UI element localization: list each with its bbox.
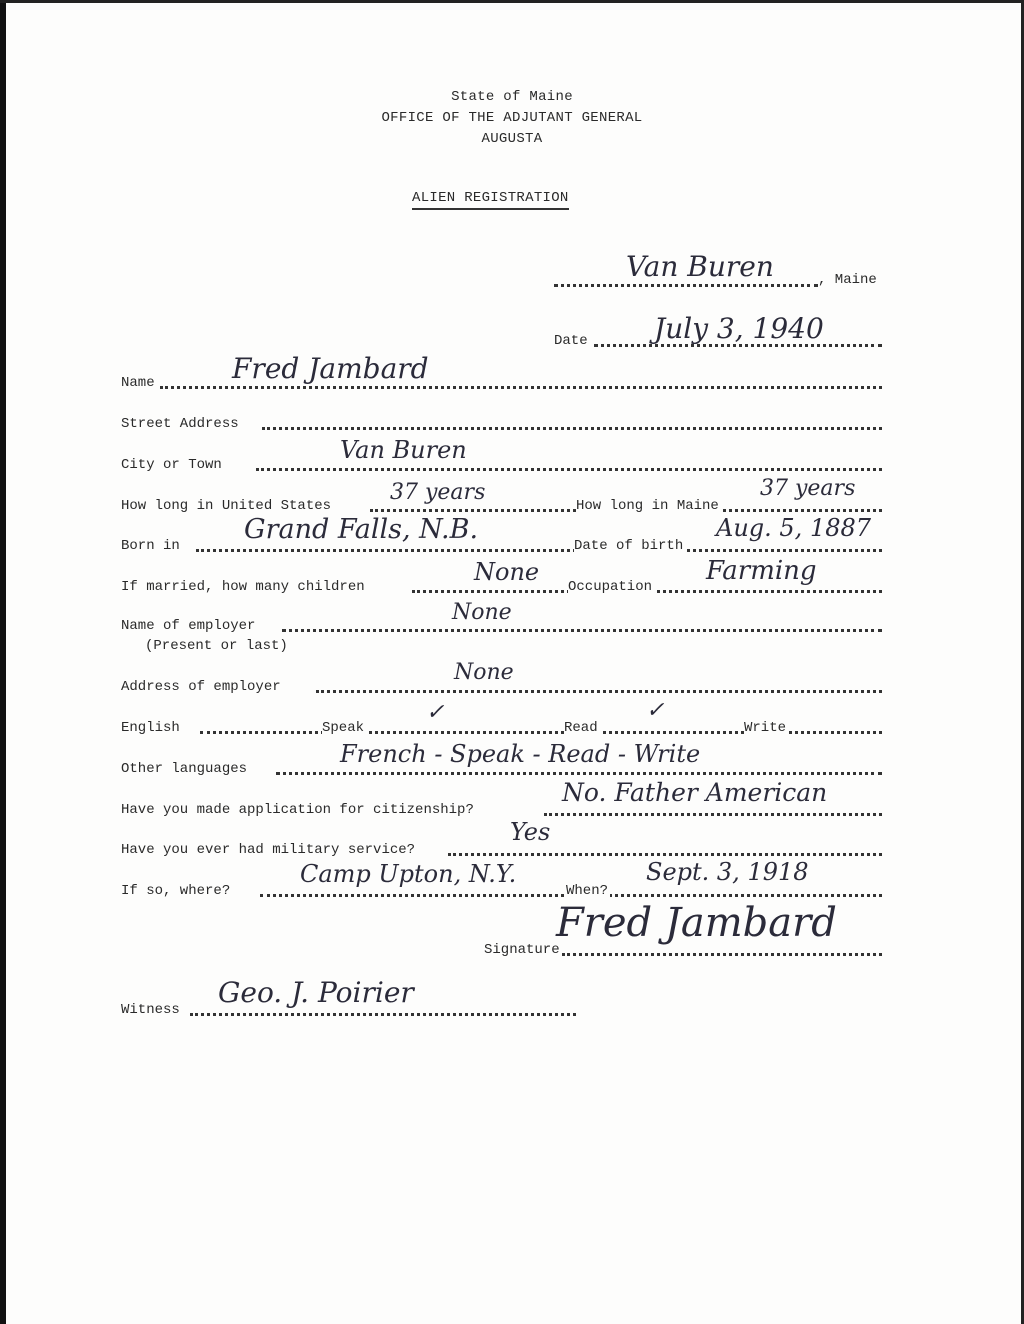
born-in-value: Grand Falls, N.B.: [244, 514, 479, 545]
read-label: Read: [564, 720, 598, 736]
write-label: Write: [744, 720, 787, 736]
scan-edge-top: [0, 0, 1024, 3]
employer-name-sublabel: (Present or last): [145, 638, 288, 654]
signature-label: Signature: [484, 942, 560, 958]
born-in-label: Born in: [121, 538, 180, 554]
name-value: Fred Jambard: [232, 352, 429, 385]
street-address-label: Street Address: [121, 416, 239, 432]
children-value: None: [474, 558, 540, 586]
military-value: Yes: [510, 818, 551, 846]
employer-address-label: Address of employer: [121, 679, 281, 695]
when-value: Sept. 3, 1918: [646, 858, 809, 886]
how-long-maine-label: How long in Maine: [576, 498, 719, 514]
citizenship-label: Have you made application for citizenship?: [121, 802, 474, 818]
children-label: If married, how many children: [121, 579, 365, 595]
header-city: AUGUSTA: [481, 131, 543, 147]
other-languages-value: French - Speak - Read - Write: [340, 740, 701, 768]
employer-name-value: None: [452, 600, 512, 625]
occupation-label: Occupation: [568, 579, 653, 595]
where-value: Camp Upton, N.Y.: [300, 860, 517, 888]
witness-dots: [190, 1013, 576, 1016]
place-value: Van Buren: [626, 250, 774, 283]
scan-edge-left: [0, 0, 6, 1324]
date-label: Date: [554, 333, 588, 349]
english-label: English: [121, 720, 180, 736]
name-label: Name: [121, 375, 155, 391]
read-value: ✓: [646, 698, 665, 723]
employer-name-label: Name of employer: [121, 618, 256, 634]
when-label: When?: [566, 883, 609, 899]
form-title: ALIEN REGISTRATION: [412, 190, 569, 210]
born-dots: [196, 549, 882, 552]
how-long-us-label: How long in United States: [121, 498, 332, 514]
witness-label: Witness: [121, 1002, 180, 1018]
how-long-us-value: 37 years: [390, 480, 486, 505]
witness-value: Geo. J. Poirier: [218, 976, 414, 1009]
maine-label: , Maine: [818, 272, 877, 288]
header-office: OFFICE OF THE ADJUTANT GENERAL: [381, 110, 643, 126]
military-label: Have you ever had military service?: [121, 842, 416, 858]
citizenship-value: No. Father American: [562, 778, 828, 807]
other-languages-dots: [276, 772, 882, 775]
place-dots: [554, 284, 818, 287]
date-of-birth-value: Aug. 5, 1887: [716, 514, 872, 542]
occupation-value: Farming: [706, 556, 817, 586]
city-label: City or Town: [121, 457, 222, 473]
date-value: July 3, 1940: [654, 312, 824, 345]
street-address-dots: [262, 427, 882, 430]
speak-value: ✓: [426, 700, 445, 725]
how-long-maine-value: 37 years: [760, 476, 856, 501]
date-of-birth-label: Date of birth: [574, 538, 684, 554]
citizenship-dots: [544, 813, 882, 816]
name-dots: [160, 386, 882, 389]
where-label: If so, where?: [121, 883, 231, 899]
employer-address-dots: [316, 690, 882, 693]
header-state: State of Maine: [451, 89, 573, 105]
speak-label: Speak: [322, 720, 365, 736]
military-dots: [448, 853, 882, 856]
employer-name-dots: [282, 629, 882, 632]
other-languages-label: Other languages: [121, 761, 248, 777]
employer-address-value: None: [454, 660, 514, 685]
city-value: Van Buren: [340, 436, 467, 464]
signature-dots: [562, 953, 882, 956]
city-dots: [256, 468, 882, 471]
signature-value: Fred Jambard: [556, 900, 837, 946]
